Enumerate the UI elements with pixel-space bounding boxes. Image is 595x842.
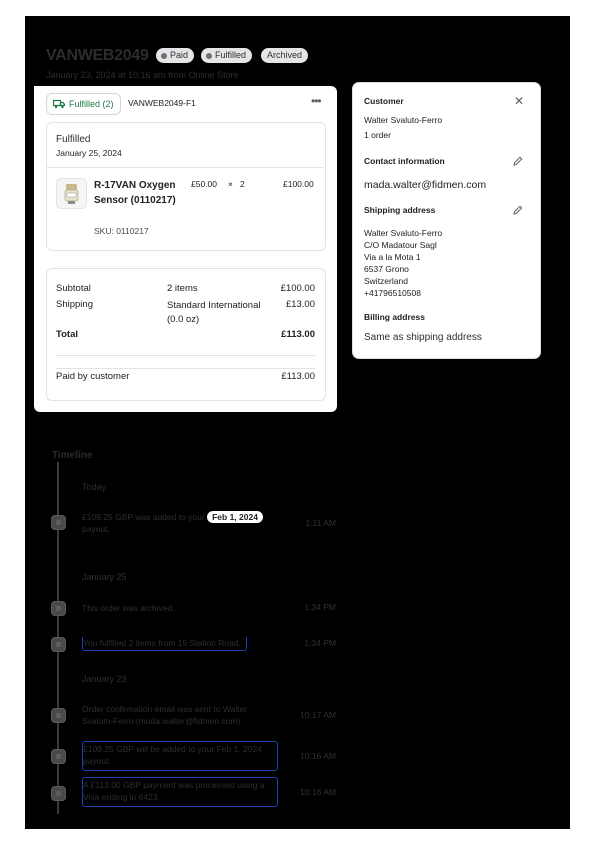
fulfilled-status-chip[interactable] bbox=[46, 93, 121, 115]
fulfilled-date: January 25, 2024 bbox=[56, 148, 122, 158]
timeline-event-icon bbox=[51, 601, 66, 616]
address-line: 6537 Grono bbox=[364, 264, 409, 274]
timeline-day-label: January 25 bbox=[82, 572, 127, 582]
quantity: 2 bbox=[240, 179, 245, 189]
customer-order-count[interactable]: 1 order bbox=[364, 130, 391, 140]
total-label: Total bbox=[56, 329, 78, 340]
status-dot-icon bbox=[206, 53, 212, 59]
status-badge-fulfilled bbox=[201, 48, 252, 63]
timeline-event-time: 1:34 PM bbox=[304, 638, 336, 648]
badge-label: Archived bbox=[267, 50, 303, 60]
address-line: Switzerland bbox=[364, 276, 408, 286]
shipping-value: £13.00 bbox=[285, 299, 315, 310]
billing-address-heading: Billing address bbox=[364, 312, 425, 322]
more-horizontal-icon[interactable]: ••• bbox=[311, 94, 321, 108]
shipping-address bbox=[364, 227, 442, 299]
paid-label: Paid by customer bbox=[56, 371, 130, 382]
order-subtitle: January 23, 2024 at 10:16 am from Online Store bbox=[46, 70, 239, 80]
divider bbox=[56, 355, 315, 356]
product-sku: SKU: 0110217 bbox=[94, 226, 149, 236]
unit-price: £50.00 bbox=[191, 179, 217, 189]
divider bbox=[47, 167, 324, 168]
timeline-event-text bbox=[82, 511, 272, 535]
payout-date-chip[interactable]: Feb 1, 2024 bbox=[207, 511, 263, 523]
fulfillment-id: VANWEB2049-F1 bbox=[128, 98, 196, 108]
customer-email-link[interactable]: mada.walter@fidmen.com bbox=[364, 179, 487, 191]
timeline-event-expandable[interactable]: A £113.00 GBP payment was processed using a Visa ending in 6423. bbox=[82, 777, 278, 807]
customer-name-link[interactable]: Walter Svaluto-Ferro bbox=[364, 115, 443, 125]
timeline-event-icon bbox=[51, 786, 66, 801]
billing-address-value: Same as shipping address bbox=[364, 332, 482, 343]
badge-label: Paid bbox=[170, 50, 189, 60]
timeline-day-label: January 23 bbox=[82, 674, 127, 684]
timeline-title: Timeline bbox=[52, 450, 93, 461]
product-thumbnail[interactable] bbox=[56, 178, 87, 209]
shipping-label: Shipping bbox=[56, 299, 93, 310]
order-number: VANWEB2049 bbox=[46, 47, 149, 64]
status-badge-archived bbox=[261, 48, 308, 63]
total-value: £113.00 bbox=[281, 329, 315, 340]
subtotal-desc: 2 items bbox=[167, 283, 198, 294]
customer-heading: Customer bbox=[364, 96, 404, 106]
address-line: C/O Madatour Sagl bbox=[364, 240, 437, 250]
timeline-event-time: 1:34 PM bbox=[304, 602, 336, 612]
timeline-event-time: 10:16 AM bbox=[300, 751, 336, 761]
divider bbox=[56, 368, 315, 369]
edit-pencil-icon[interactable] bbox=[513, 205, 523, 215]
event-text-part: payout. bbox=[82, 524, 110, 534]
timeline-event-icon bbox=[51, 749, 66, 764]
paid-value: £113.00 bbox=[281, 371, 315, 382]
timeline-event-text: This order was archived. bbox=[82, 603, 175, 613]
timeline-event-time: 1:11 AM bbox=[305, 518, 336, 528]
multiply-sign: × bbox=[228, 179, 233, 189]
status-badge-paid bbox=[156, 48, 194, 63]
contact-heading: Contact information bbox=[364, 156, 445, 166]
fulfilled-label: Fulfilled bbox=[56, 134, 91, 145]
badge-label: Fulfilled bbox=[215, 50, 247, 60]
fulfilled-chip-label: Fulfilled (2) bbox=[69, 99, 114, 109]
timeline-event-icon bbox=[51, 708, 66, 723]
timeline-event-text: Order confirmation email was sent to Walter Svaluto-Ferro (mada.walter@fidmen.com). bbox=[82, 704, 248, 726]
truck-icon bbox=[53, 99, 65, 109]
status-dot-icon bbox=[161, 53, 167, 59]
address-line: Via a la Mota 1 bbox=[364, 252, 421, 262]
subtotal-label: Subtotal bbox=[56, 283, 91, 294]
subtotal-value: £100.00 bbox=[280, 283, 315, 294]
timeline-event-icon bbox=[51, 637, 66, 652]
timeline-event-expandable[interactable]: £109.25 GBP will be added to your Feb 1, 2024 payout. bbox=[82, 741, 278, 771]
timeline-event-time: 10:16 AM bbox=[300, 787, 336, 797]
timeline-day-label: Today bbox=[82, 482, 107, 492]
line-total: £100.00 bbox=[283, 179, 314, 189]
edit-pencil-icon[interactable] bbox=[513, 156, 523, 166]
shipping-desc: Standard International (0.0 oz) bbox=[167, 300, 261, 325]
timeline-event-expandable[interactable]: You fulfilled 2 items from 15 Station Road. bbox=[82, 637, 247, 651]
event-text-part: £109.25 GBP was added to your bbox=[82, 512, 205, 522]
address-line: Walter Svaluto-Ferro bbox=[364, 228, 443, 238]
address-line: +41796510508 bbox=[364, 288, 421, 298]
oxygen-sensor-image-icon bbox=[57, 179, 86, 208]
close-icon[interactable]: ✕ bbox=[514, 94, 525, 108]
timeline-event-icon bbox=[51, 515, 66, 530]
timeline-event-time: 10:17 AM bbox=[300, 710, 336, 720]
shipping-address-heading: Shipping address bbox=[364, 205, 436, 215]
product-name-link[interactable]: R-17VAN Oxygen Sensor (0110217) bbox=[94, 180, 176, 206]
